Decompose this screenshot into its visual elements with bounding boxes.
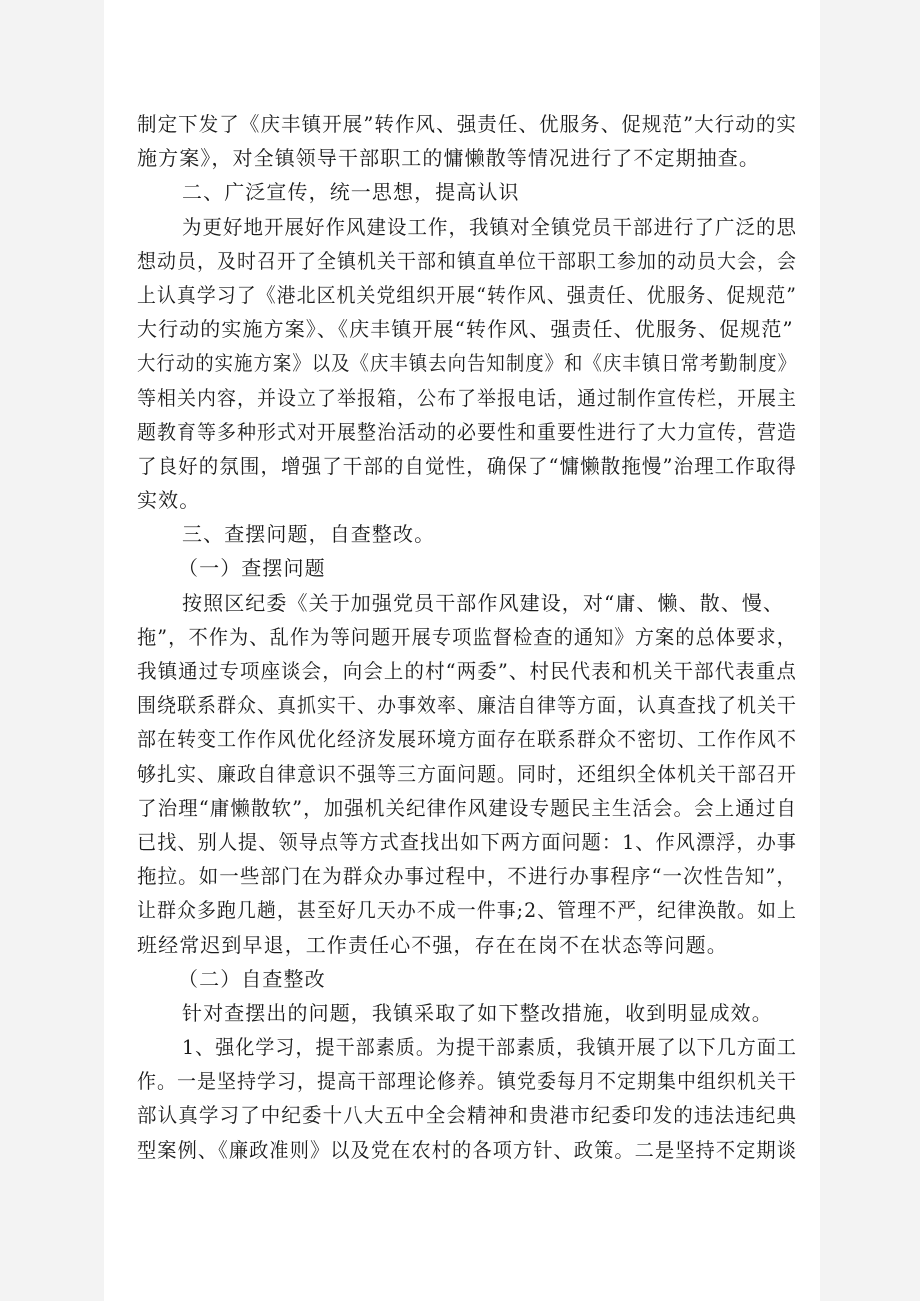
text-line: 上认真学习了《港北区机关党组织开展“转作风、强责任、优服务、促规范” bbox=[137, 282, 797, 307]
text-line: 为更好地开展好作风建设工作，我镇对全镇党员干部进行了广泛的思 bbox=[182, 214, 797, 239]
text-line: 等相关内容，并设立了举报箱，公布了举报电话，通过制作宣传栏，开展主 bbox=[137, 385, 797, 410]
text-line: 1、强化学习，提干部素质。为提干部素质，我镇开展了以下几方面工 bbox=[182, 1035, 797, 1060]
text-line: 已找、别人提、领导点等方式查找出如下两方面问题：1、作风漂浮，办事 bbox=[137, 829, 797, 854]
text-line: 让群众多跑几趟，甚至好几天办不成一件事;2、管理不严，纪律涣散。如上 bbox=[137, 898, 797, 923]
text-line: 够扎实、廉政自律意识不强等三方面问题。同时，还组织全体机关干部召开 bbox=[137, 761, 797, 786]
text-line: 拖”，不作为、乱作为等问题开展专项监督检查的通知》方案的总体要求， bbox=[137, 624, 797, 649]
text-line: 作。一是坚持学习，提高干部理论修养。镇党委每月不定期集中组织机关干 bbox=[137, 1069, 797, 1094]
text-line: 拖拉。如一些部门在为群众办事过程中，不进行办事程序“一次性告知”， bbox=[137, 864, 797, 889]
text-line: 大行动的实施方案》、《庆丰镇开展“转作风、强责任、优服务、促规范” bbox=[137, 317, 794, 342]
section-heading: 三、查摆问题，自查整改。 bbox=[182, 522, 436, 547]
text-line: 围绕联系群众、真抓实干、办事效率、廉洁自律等方面，认真查找了机关干 bbox=[137, 693, 797, 718]
text-line: 部认真学习了中纪委十八大五中全会精神和贵港市纪委印发的违法违纪典 bbox=[137, 1103, 797, 1128]
text-line: 制定下发了《庆丰镇开展”转作风、强责任、优服务、促规范”大行动的实 bbox=[137, 112, 797, 136]
subsection-heading: （一）查摆问题 bbox=[178, 556, 326, 581]
text-line: 题教育等多种形式对开展整治活动的必要性和重要性进行了大力宣传，营造 bbox=[137, 419, 797, 444]
text-line: 实效。 bbox=[137, 488, 201, 513]
section-heading: 二、广泛宣传，统一思想，提高认识 bbox=[182, 180, 520, 205]
text-line: 针对查摆出的问题，我镇采取了如下整改措施，收到明显成效。 bbox=[182, 1000, 773, 1025]
text-line: 我镇通过专项座谈会，向会上的村“两委”、村民代表和机关干部代表重点 bbox=[137, 659, 797, 683]
text-line: 了治理“庸懒散软”，加强机关纪律作风建设专题民主生活会。会上通过自 bbox=[137, 795, 797, 820]
document-body bbox=[137, 107, 797, 1167]
text-line: 部在转变工作作风优化经济发展环境方面存在联系群众不密切、工作作风不 bbox=[137, 727, 797, 752]
text-line: 型案例、《廉政准则》以及党在农村的各项方针、政策。二是坚持不定期谈 bbox=[137, 1137, 797, 1162]
text-line: 施方案》，对全镇领导干部职工的慵懒散等情况进行了不定期抽查。 bbox=[137, 146, 760, 171]
text-line: 想动员，及时召开了全镇机关干部和镇直单位干部职工参加的动员大会，会 bbox=[137, 248, 797, 273]
text-line: 按照区纪委《关于加强党员干部作风建设，对“庸、懒、散、慢、 bbox=[182, 590, 785, 615]
subsection-heading: （二）自查整改 bbox=[178, 966, 326, 991]
text-line: 班经常迟到早退，工作责任心不强，存在在岗不在状态等问题。 bbox=[137, 932, 728, 957]
text-line: 大行动的实施方案》以及《庆丰镇去向告知制度》和《庆丰镇日常考勤制度》 bbox=[137, 351, 797, 376]
text-line: 了良好的氛围，增强了干部的自觉性，确保了“慵懒散拖慢”治理工作取得 bbox=[137, 453, 797, 478]
